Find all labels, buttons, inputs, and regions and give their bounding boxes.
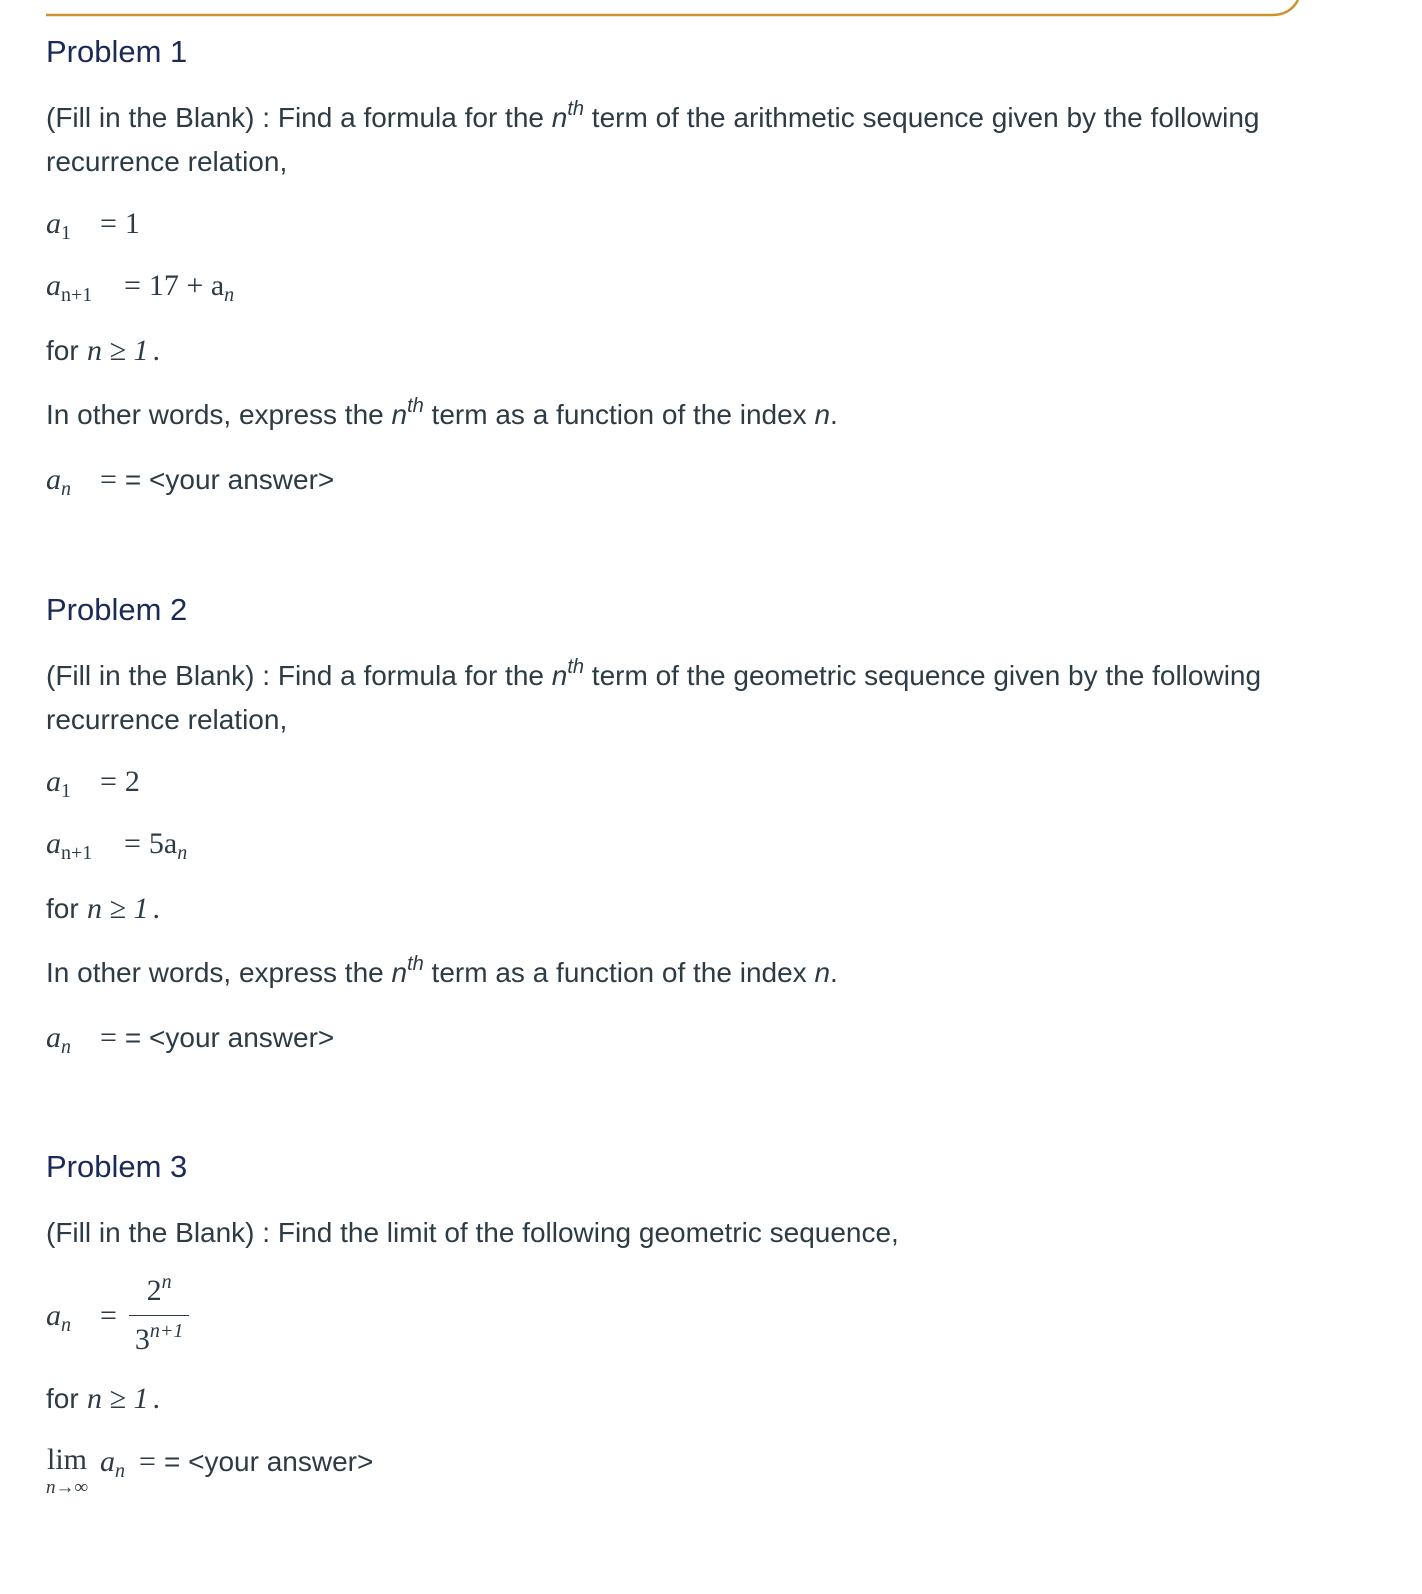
problem-title: Problem 1 [46, 34, 188, 69]
limit-operator: lim n→∞ [46, 1443, 89, 1498]
problem-prompt: (Fill in the Blank) : Find the limit of the following geometric sequence, [46, 1217, 899, 1248]
problem-prompt: (Fill in the Blank) : Find a formula for the $n^{th}$ term of the geometric sequence given by the following recurrence relation, [46, 656, 1262, 735]
limit-answer-row: lim n→∞ $a_n$ = = <your answer> [46, 1443, 374, 1498]
recurrence-initial: $a_1 = 2$ [46, 765, 140, 802]
problem-prompt: (Fill in the Blank) : Find a formula for the $n^{th}$ term of the arithmetic sequence given by the following recurrence relation, [46, 98, 1260, 177]
problem-restatement: In other words, express the $n^{th}$ term as a function of the index n. [46, 395, 838, 430]
recurrence-step: $a_{n+1} = 17 + a_n$ [46, 269, 235, 306]
answer-row: $a_n$ = = <your answer> [46, 463, 335, 500]
domain-condition: for n ≥ 1 . [46, 892, 160, 925]
fraction: $\frac{2^n}{3^{n+1}}$ [129, 1273, 190, 1358]
recurrence-initial: $a_1 = 1$ [46, 207, 140, 244]
problem-title: Problem 3 [46, 1149, 188, 1184]
section-top-border [46, 0, 1336, 18]
problem-restatement: In other words, express the $n^{th}$ term as a function of the index n. [46, 953, 838, 988]
problem-title: Problem 2 [46, 592, 188, 627]
sequence-definition: $a_n$ = $\frac{2^n}{3^{n+1}}$ [46, 1273, 189, 1358]
answer-blank[interactable]: = <your answer> [163, 1446, 374, 1477]
answer-row: $a_n$ = = <your answer> [46, 1021, 335, 1058]
domain-condition: for n ≥ 1 . [46, 334, 160, 367]
domain-condition: for n ≥ 1 . [46, 1382, 160, 1415]
answer-blank[interactable]: = <your answer> [124, 464, 335, 495]
answer-blank[interactable]: = <your answer> [124, 1022, 335, 1053]
recurrence-step: $a_{n+1} = 5a_n$ [46, 827, 188, 864]
